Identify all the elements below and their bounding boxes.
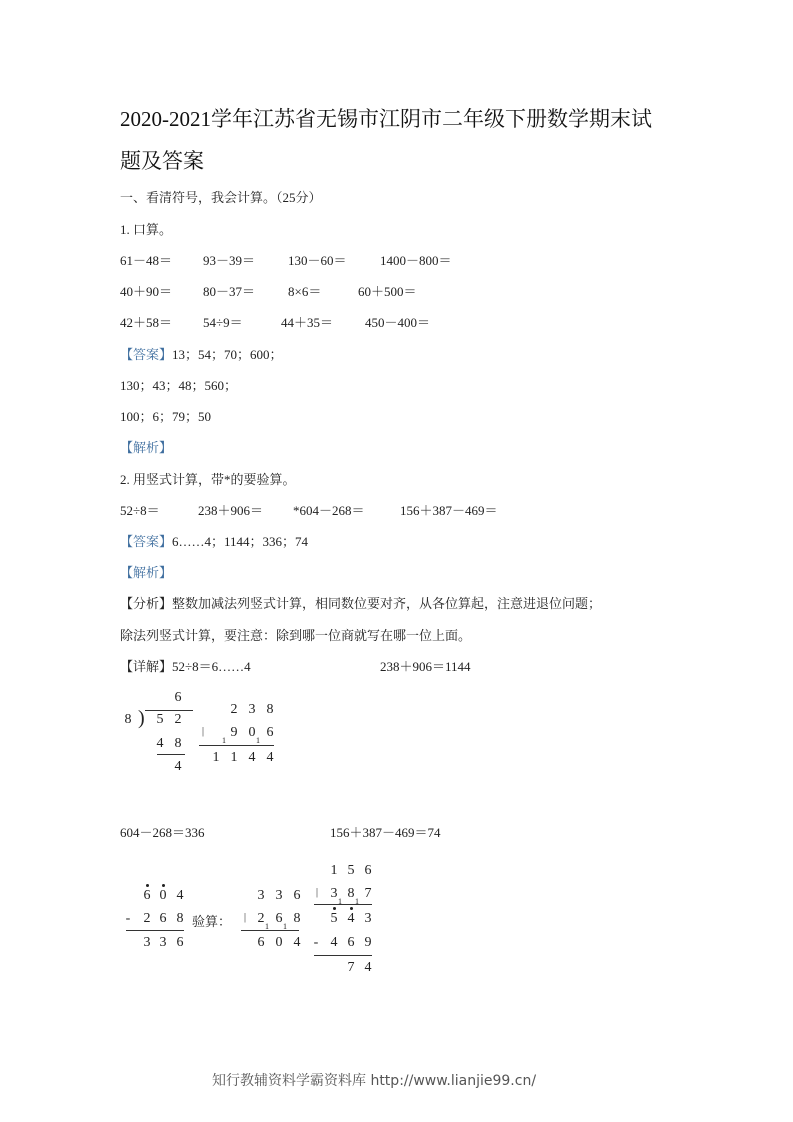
- digit: 6: [293, 888, 301, 903]
- digit: 1: [212, 750, 220, 765]
- digit: 4: [364, 960, 372, 975]
- check-label: 验算：: [192, 914, 232, 929]
- q2-item: 156＋387－469＝: [400, 503, 498, 518]
- digit: 2: [257, 911, 265, 926]
- digit: 4: [347, 911, 355, 926]
- digit: 3: [364, 911, 372, 926]
- digit: 6: [364, 863, 372, 878]
- q1-item: 1400－800＝: [380, 253, 452, 268]
- digit: 3: [159, 935, 167, 950]
- digit: 4: [248, 750, 256, 765]
- digit: 4: [266, 750, 274, 765]
- minus-sign: -: [313, 935, 319, 950]
- carry: 1: [283, 922, 287, 931]
- digit: 4: [293, 935, 301, 950]
- carry: 1: [256, 736, 260, 745]
- digit: 2: [230, 702, 238, 717]
- q2-fenxi-line2: 除法列竖式计算，要注意：除到哪一位商就写在哪一位上面。: [120, 628, 472, 643]
- digit: 1: [230, 750, 238, 765]
- q2-detail: [120, 656, 251, 675]
- digit: 9: [364, 935, 372, 950]
- q1-item: 60＋500＝: [358, 284, 417, 299]
- q2-item: 238＋906＝: [198, 503, 264, 518]
- digit: 8: [174, 736, 182, 751]
- digit: 4: [156, 736, 164, 751]
- digit: 3: [275, 888, 283, 903]
- quotient: 6: [174, 690, 182, 705]
- digit: 0: [159, 888, 167, 903]
- answer-text: 13；54；70；600；: [172, 347, 283, 362]
- q2-fenxi: [120, 593, 601, 612]
- plus-sign: |: [244, 912, 247, 923]
- digit: 8: [266, 702, 274, 717]
- q2-label: 2. 用竖式计算，带*的要验算。: [120, 472, 296, 487]
- digit: 0: [275, 935, 283, 950]
- minus-sign: -: [125, 911, 131, 926]
- digit: 6: [176, 935, 184, 950]
- digit: 3: [143, 935, 151, 950]
- digit: 3: [330, 886, 338, 901]
- fenxi-text: 整数加减法列竖式计算，相同数位要对齐，从各位算起，注意进退位问题；: [172, 596, 602, 611]
- plus-sign: |: [202, 726, 205, 737]
- carry: 1: [338, 897, 342, 906]
- digit: 7: [347, 960, 355, 975]
- q1-item: 44＋35＝: [281, 315, 334, 330]
- division-bracket: ): [138, 707, 145, 729]
- digit: 8: [293, 911, 301, 926]
- digit: 6: [275, 911, 283, 926]
- remainder: 4: [174, 759, 182, 774]
- digit: 6: [159, 911, 167, 926]
- digit: 4: [330, 935, 338, 950]
- q2-item: 52÷8＝: [120, 503, 160, 518]
- digit: 8: [347, 886, 355, 901]
- digit: 5: [156, 712, 164, 727]
- digit: 5: [330, 911, 338, 926]
- doc-title-line1: 2020-2021学年江苏省无锡市江阴市二年级下册数学期末试: [120, 107, 652, 131]
- q1-item: 450－400＝: [365, 315, 431, 330]
- digit: 6: [347, 935, 355, 950]
- answer-tag: 【答案】: [120, 347, 173, 362]
- q1-item: 54÷9＝: [203, 315, 243, 330]
- digit: 1: [330, 863, 338, 878]
- q1-item: 93－39＝: [203, 253, 256, 268]
- digit: 5: [347, 863, 355, 878]
- digit: 2: [174, 712, 182, 727]
- digit: 6: [143, 888, 151, 903]
- digit: 0: [248, 725, 256, 740]
- carry: 1: [265, 922, 269, 931]
- digit: 8: [176, 911, 184, 926]
- digit: 9: [230, 725, 238, 740]
- q1-label: 1. 口算。: [120, 222, 173, 237]
- doc-title-line2: 题及答案: [120, 149, 204, 173]
- q1-item: 40＋90＝: [120, 284, 173, 299]
- detail-eq-4: 156＋387－469＝74: [330, 825, 441, 840]
- footer-watermark: 知行教辅资料学霸资料库 http://www.lianjie99.cn/: [212, 1073, 537, 1089]
- digit: 4: [176, 888, 184, 903]
- digit: 6: [266, 725, 274, 740]
- digit: 6: [257, 935, 265, 950]
- digit: 3: [248, 702, 256, 717]
- q1-item: 8×6＝: [288, 284, 322, 299]
- plus-sign: |: [316, 887, 319, 898]
- carry: 1: [222, 736, 226, 745]
- q1-item: 42＋58＝: [120, 315, 173, 330]
- divisor: 8: [124, 712, 132, 727]
- q1-answer: [120, 344, 283, 363]
- q2-analysis-tag: 【解析】: [120, 565, 173, 580]
- q1-answer-line3: 100；6；79；50: [120, 409, 212, 424]
- detail-eq-2: 238＋906＝1144: [380, 659, 471, 674]
- q1-item: 80－37＝: [203, 284, 256, 299]
- answer-text: 6……4；1144；336；74: [172, 534, 309, 549]
- detail-eq: 52÷8＝6……4: [172, 659, 251, 674]
- q2-item: *604－268＝: [293, 503, 365, 518]
- answer-tag: 【答案】: [120, 534, 173, 549]
- detail-tag: 【详解】: [120, 659, 173, 674]
- q1-answer-line2: 130；43；48；560；: [120, 378, 238, 393]
- digit: 3: [257, 888, 265, 903]
- q1-item: 130－60＝: [288, 253, 347, 268]
- q1-item: 61－48＝: [120, 253, 173, 268]
- section-heading: 一、看清符号，我会计算。（25分）: [120, 190, 322, 205]
- q2-answer: [120, 531, 308, 550]
- carry: 1: [355, 897, 359, 906]
- detail-eq-3: 604－268＝336: [120, 825, 205, 840]
- fenxi-tag: 【分析】: [120, 596, 173, 611]
- q1-analysis-tag: 【解析】: [120, 440, 173, 455]
- digit: 7: [364, 886, 372, 901]
- digit: 2: [143, 911, 151, 926]
